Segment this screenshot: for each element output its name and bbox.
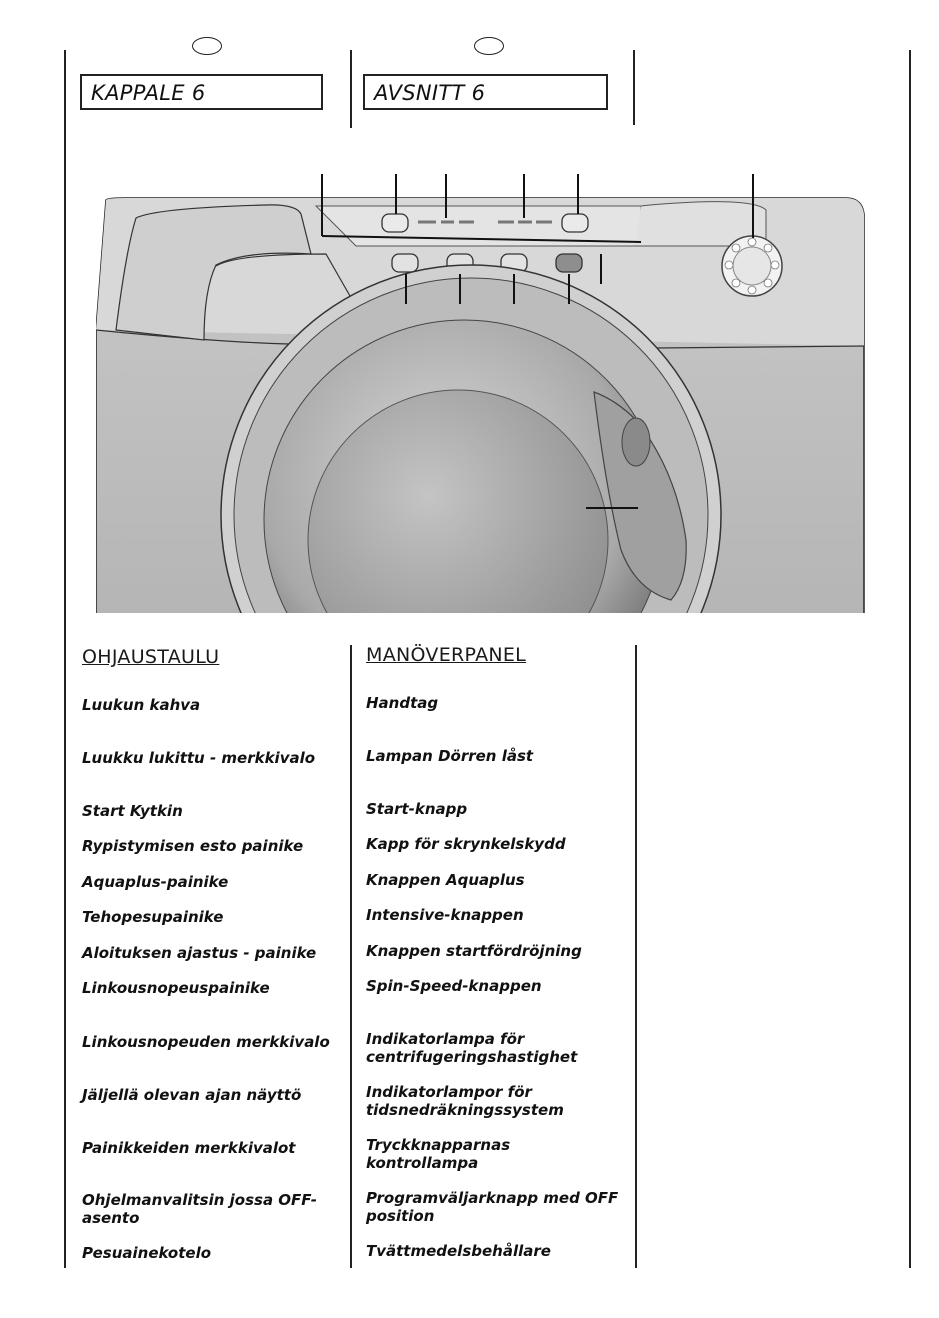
sv-item: Kapp för skrynkelskydd	[366, 835, 566, 853]
fi-item: Pesuainekotelo	[82, 1244, 212, 1262]
fi-item: Rypistymisen esto painike	[82, 837, 304, 855]
fi-item: Tehopesupainike	[82, 908, 224, 926]
heading-ohjaustaulu: OHJAUSTAULU	[82, 646, 220, 668]
fi-item: Painikkeiden merkkivalot	[82, 1139, 296, 1157]
fi-item: Start Kytkin	[82, 802, 183, 820]
sv-item: Tryckknapparnas kontrollampa	[366, 1136, 511, 1172]
fi-item: Jäljellä olevan ajan näyttö	[82, 1086, 302, 1104]
sv-item: Handtag	[366, 694, 439, 712]
washing-machine-illustration	[96, 170, 866, 615]
sv-item: Tvättmedelsbehållare	[366, 1242, 551, 1260]
frame-line-middle-top	[350, 50, 352, 128]
title-box-kappale: KAPPALE 6	[80, 74, 323, 110]
sv-item: Start-knapp	[366, 800, 468, 818]
fi-item: Luukku lukittu - merkkivalo	[82, 749, 316, 767]
sv-item: Indikatorlampor för tidsnedräkningssystem	[366, 1083, 564, 1119]
frame-line-middle-bottom	[350, 645, 352, 1268]
frame-line-right-top	[633, 50, 635, 125]
sv-item: Lampan Dörren låst	[366, 747, 534, 765]
fi-item: Linkousnopeuden merkkivalo	[82, 1033, 330, 1051]
language-oval-sv	[474, 37, 504, 55]
frame-line-left	[64, 50, 66, 1268]
fi-item: Ohjelmanvalitsin jossa OFF- asento	[82, 1191, 318, 1227]
fi-item: Aquaplus-painike	[82, 873, 229, 891]
fi-item: Linkousnopeuspainike	[82, 979, 270, 997]
fi-item: Luukun kahva	[82, 696, 201, 714]
fi-item: Aloituksen ajastus - painike	[82, 944, 317, 962]
sv-item: Intensive-knappen	[366, 906, 524, 924]
frame-line-right-bottom	[635, 645, 637, 1268]
sv-item: Indikatorlampa för centrifugeringshastighet	[366, 1030, 578, 1066]
sv-item: Spin-Speed-knappen	[366, 977, 542, 995]
sv-item: Knappen startfördröjning	[366, 942, 582, 960]
sv-item: Knappen Aquaplus	[366, 871, 525, 889]
title-box-avsnitt: AVSNITT 6	[363, 74, 608, 110]
frame-line-far-right	[909, 50, 911, 1268]
sv-item: Programväljarknapp med OFF position	[366, 1189, 619, 1225]
heading-manoverpanel: MANÖVERPANEL	[366, 644, 527, 666]
language-oval-fi	[192, 37, 222, 55]
